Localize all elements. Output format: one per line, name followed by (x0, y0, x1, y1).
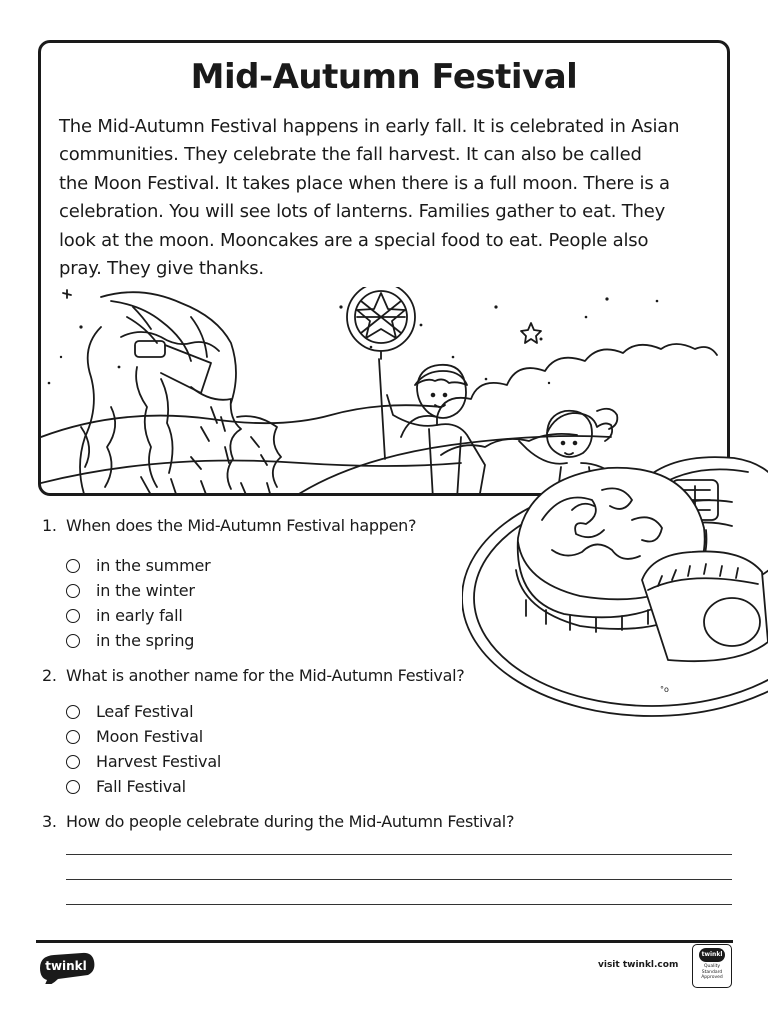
story-line: The Mid-Autumn Festival happens in early fall. It is celebrated in Asian (59, 116, 680, 137)
radio-button-empty-icon[interactable] (66, 584, 80, 598)
hill-outline (41, 405, 441, 437)
lion-dance-costume (80, 292, 281, 496)
answer-writing-line[interactable] (66, 904, 732, 905)
question-1 (42, 516, 416, 535)
option-label: in the winter (96, 581, 195, 600)
answer-option[interactable] (66, 702, 193, 721)
badge-line: Approved (701, 975, 723, 980)
option-label: Leaf Festival (96, 702, 194, 721)
option-label: Harvest Festival (96, 752, 222, 771)
radio-button-empty-icon[interactable] (66, 705, 80, 719)
option-label: in the summer (96, 556, 211, 575)
radio-button-empty-icon[interactable] (66, 730, 80, 744)
logo-text: twinkl (45, 959, 87, 973)
radio-button-empty-icon[interactable] (66, 755, 80, 769)
answer-option[interactable] (66, 777, 186, 796)
star-lantern (347, 287, 415, 459)
question-text: What is another name for the Mid-Autumn Festival? (66, 666, 465, 685)
story-line: look at the moon. Mooncakes are a special food to eat. People also (59, 229, 649, 251)
question-text: When does the Mid-Autumn Festival happen? (66, 516, 417, 535)
question-number: 1. (42, 516, 57, 535)
answer-option[interactable] (66, 727, 203, 746)
footer-divider (36, 940, 733, 943)
question-3 (42, 812, 514, 831)
badge-text (694, 964, 730, 981)
radio-button-empty-icon[interactable] (66, 634, 80, 648)
page-title: Mid-Autumn Festival (190, 57, 578, 97)
radio-button-empty-icon[interactable] (66, 609, 80, 623)
badge-line: Quality Standard (701, 964, 723, 975)
answer-option[interactable] (66, 752, 221, 771)
badge-logo: twinkl (699, 948, 725, 962)
story-paragraph (59, 113, 713, 283)
visit-website-link[interactable]: visit twinkl.com (598, 960, 679, 970)
radio-button-empty-icon[interactable] (66, 780, 80, 794)
option-label: in the spring (96, 631, 195, 650)
option-label: in early fall (96, 606, 183, 625)
answer-option[interactable] (66, 581, 195, 600)
option-label: Moon Festival (96, 727, 203, 746)
option-label: Fall Festival (96, 777, 186, 796)
quality-standard-badge-icon (692, 944, 732, 988)
story-line: pray. They give thanks. (59, 258, 264, 280)
answer-writing-line[interactable] (66, 879, 732, 880)
story-line: communities. They celebrate the fall harvest. It can also be called (59, 144, 642, 166)
star-icon (521, 323, 541, 343)
question-2 (42, 666, 464, 685)
answer-option[interactable] (66, 631, 194, 650)
answer-writing-line[interactable] (66, 854, 732, 855)
twinkl-logo-icon (36, 948, 96, 984)
question-text: How do people celebrate during the Mid-Autumn Festival? (66, 812, 515, 831)
answer-option[interactable] (66, 556, 211, 575)
answer-option[interactable] (66, 606, 183, 625)
question-number: 2. (42, 666, 57, 685)
svg-text:°o: °o (660, 685, 669, 694)
story-line: celebration. You will see lots of lanterns. Families gather to eat. They (59, 201, 666, 223)
mooncake-plate-illustration (462, 420, 768, 720)
story-line: the Moon Festival. It takes place when there is a full moon. There is a (59, 172, 670, 194)
radio-button-empty-icon[interactable] (66, 559, 80, 573)
question-number: 3. (42, 812, 57, 831)
